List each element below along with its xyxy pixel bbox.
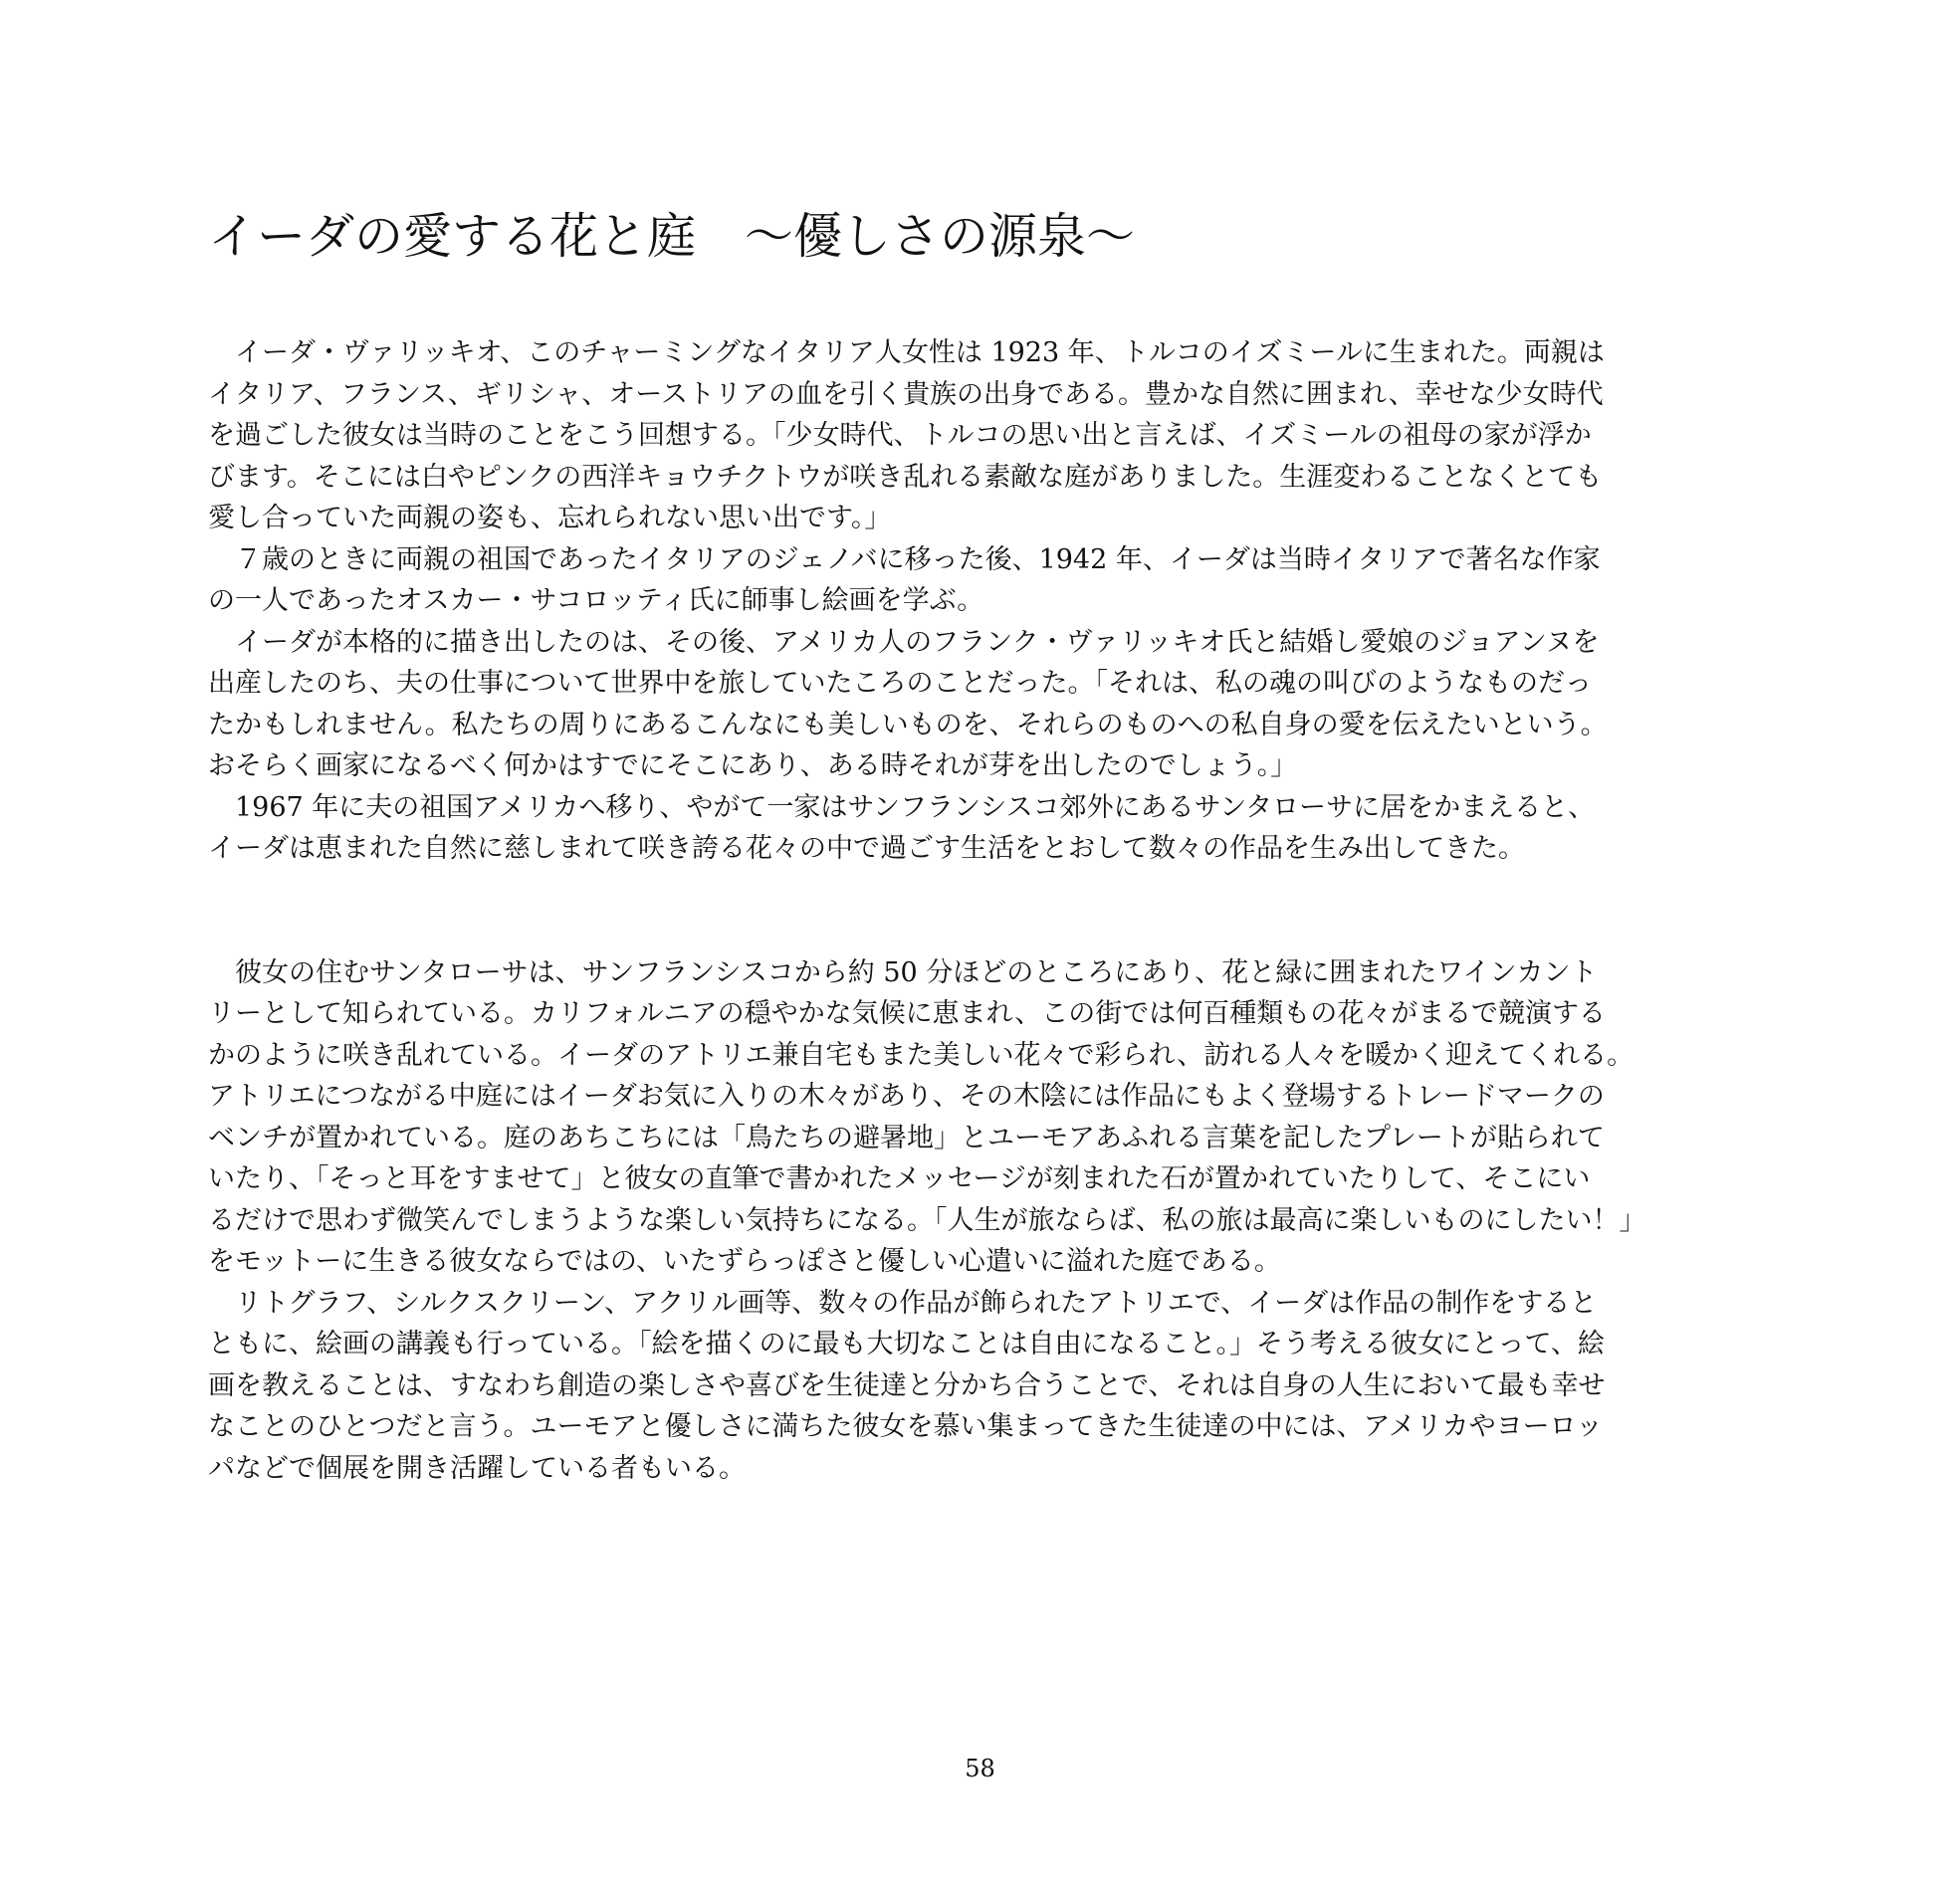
text-line: 画を教えることは、すなわち創造の楽しさや喜びを生徒達と分かち合うことで、それは自身の人生において最も幸せ: [208, 1369, 1606, 1401]
text-line: リトグラフ、シルクスクリーン、アクリル画等、数々の作品が飾られたアトリエで、イーダは作品の制作をすると: [208, 1287, 1598, 1319]
page-title: イーダの愛する花と庭 ～優しさの源泉～: [208, 208, 1136, 265]
text-line: イーダは恵まれた自然に慈しまれて咲き誇る花々の中で過ごす生活をとおして数々の作品を生み出してきた。: [208, 833, 1525, 864]
text-line: を過ごした彼女は当時のことをこう回想する。「少女時代、トルコの思い出と言えば、イズミールの祖母の家が浮か: [208, 420, 1592, 451]
text-line: ７歳のときに両親の祖国であったイタリアのジェノバに移った後、1942 年、イーダは当時イタリアで著名な作家: [208, 543, 1601, 575]
text-line: なことのひとつだと言う。ユーモアと優しさに満ちた彼女を慕い集まってきた生徒達の中には、アメリカやヨーロッ: [208, 1411, 1604, 1442]
text-line: ベンチが置かれている。庭のあちこちには「鳥たちの避暑地」とユーモアあふれる言葉を記したプレートが貼られて: [208, 1122, 1605, 1153]
text-line: 出産したのち、夫の仕事について世界中を旅していたころのことだった。「それは、私の魂の叫びのようなものだっ: [208, 668, 1592, 699]
text-line: びます。そこには白やピンクの西洋キョウチクトウが咲き乱れる素敵な庭がありました。生涯変わることなくとても: [208, 461, 1603, 493]
text-line: イーダ・ヴァリッキオ、このチャーミングなイタリア人女性は 1923 年、トルコのイズミールに生まれた。両親は: [208, 337, 1605, 368]
text-line: たかもしれません。私たちの周りにあるこんなにも美しいものを、それらのものへの私自身の愛を伝えたいという。: [208, 709, 1608, 740]
text-line: 愛し合っていた両親の姿も、忘れられない思い出です。」: [208, 503, 892, 533]
text-line: ともに、絵画の講義も行っている。「絵を描くのに最も大切なことは自由になること。」そう考える彼女にとって、絵: [208, 1329, 1605, 1359]
text-line: リーとして知られている。カリフォルニアの穏やかな気候に恵まれ、この街では何百種類もの花々がまるで競演する: [208, 998, 1606, 1029]
page-number: 58: [965, 1755, 995, 1782]
text-line: いたり、「そっと耳をすませて」と彼女の直筆で書かれたメッセージが刻まれた石が置かれていたりして、そこにい: [208, 1163, 1591, 1194]
text-line: アトリエにつながる中庭にはイーダお気に入りの木々があり、その木陰には作品にもよく登場するトレードマークの: [208, 1081, 1605, 1112]
text-line: パなどで個展を開き活躍している者もいる。: [208, 1452, 746, 1484]
text-line: をモットーに生きる彼女ならではの、いたずらっぽさと優しい心遣いに溢れた庭である。: [208, 1246, 1281, 1277]
text-line: 1967 年に夫の祖国アメリカへ移り、やがて一家はサンフランシスコ郊外にあるサンタローサに居をかまえると、: [208, 791, 1596, 823]
text-line: るだけで思わず微笑んでしまうような楽しい気持ちになる。「人生が旅ならば、私の旅は最高に楽しいものにしたい！」: [208, 1204, 1646, 1236]
section-spacer: [208, 870, 1752, 952]
text-line: おそらく画家になるべく何かはすでにそこにあり、ある時それが芽を出したのでしょう。」: [208, 750, 1298, 781]
article-body: [208, 332, 1752, 1489]
section-garden: [208, 952, 1752, 1490]
text-line: イーダが本格的に描き出したのは、その後、アメリカ人のフランク・ヴァリッキオ氏と結婚し愛娘のジョアンヌを: [208, 626, 1600, 658]
text-line: の一人であったオスカー・サコロッティ氏に師事し絵画を学ぶ。: [208, 585, 984, 616]
section-upbringing: [208, 332, 1752, 870]
text-line: かのように咲き乱れている。イーダのアトリエ兼自宅もまた美しい花々で彩られ、訪れる人々を暖かく迎えてくれる。: [208, 1039, 1634, 1071]
text-line: イタリア、フランス、ギリシャ、オーストリアの血を引く貴族の出身である。豊かな自然に囲まれ、幸せな少女時代: [208, 378, 1604, 410]
text-line: 彼女の住むサンタローサは、サンフランシスコから約 50 分ほどのところにあり、花と緑に囲まれたワインカント: [208, 956, 1598, 988]
